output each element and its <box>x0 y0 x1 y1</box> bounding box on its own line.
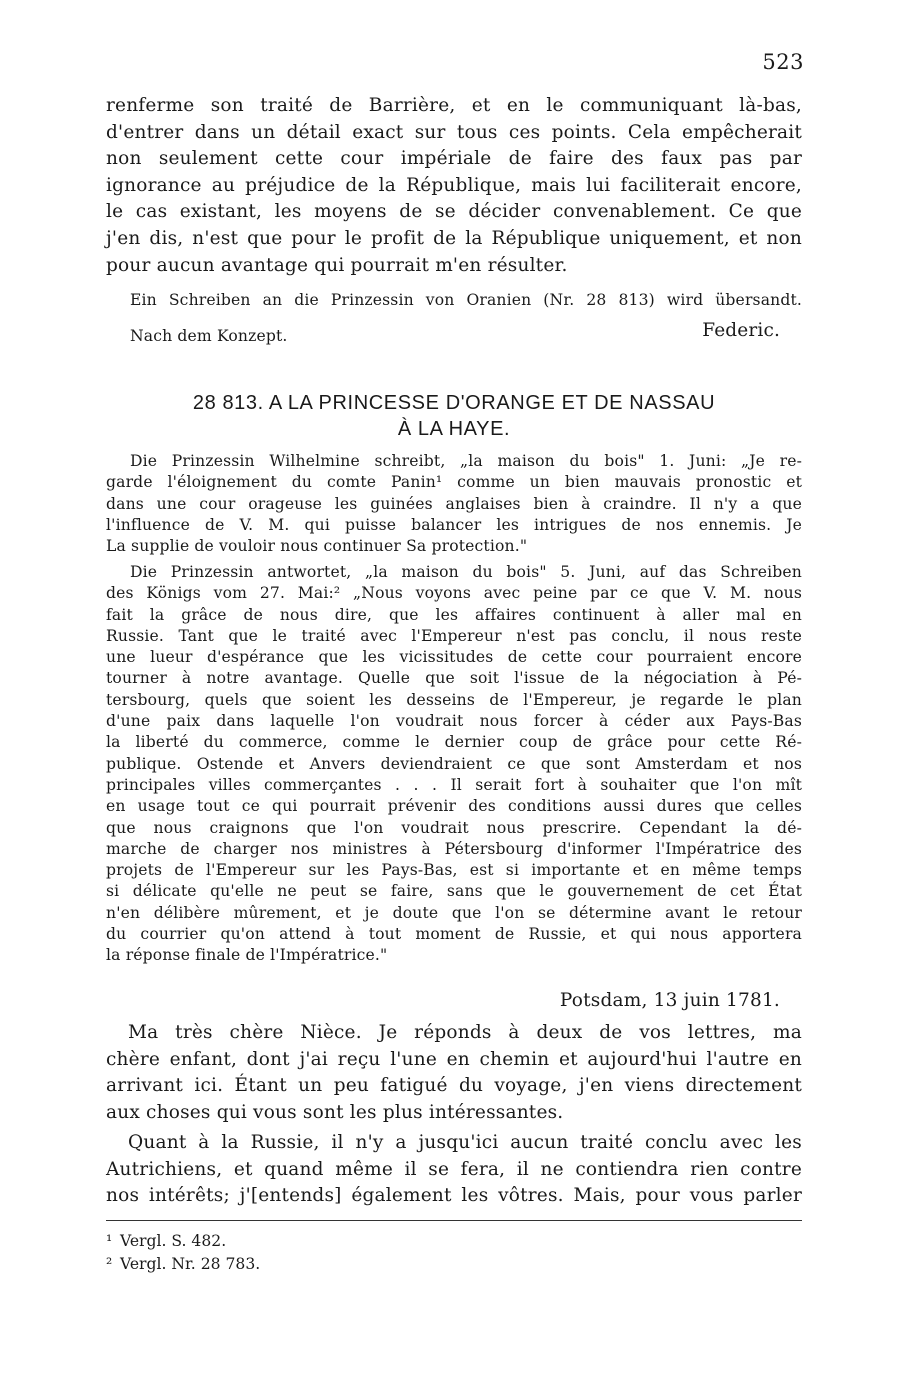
dateline: Potsdam, 13 juin 1781. <box>559 990 780 1011</box>
text-line: l'influence de V. M. qui puisse balancer les intrigues de nos ennemis. Je <box>106 515 802 534</box>
text-line: non seulement cette cour impériale de faire des faux pas par <box>106 148 802 170</box>
footnote-2 <box>106 1253 802 1276</box>
letter-paragraph-2 <box>106 1130 802 1210</box>
footnote-text: Vergl. Nr. 28 783. <box>120 1255 261 1273</box>
text-line: fait la grâce de nous dire, que les affaires continuent à aller mal en <box>106 605 802 624</box>
text-line: aux choses qui vous sont les plus intéressantes. <box>106 1101 564 1123</box>
footnote-mark: ¹ <box>106 1232 113 1250</box>
text-line: du courrier qu'on attend à tout moment de Russie, et qui nous apportera <box>106 925 802 944</box>
footnote-rule <box>106 1220 802 1221</box>
text-line: Quant à la Russie, il n'y a jusqu'ici aucun traité conclu avec les <box>128 1132 802 1153</box>
text-line: La supplie de vouloir nous continuer Sa protection." <box>106 537 528 556</box>
enclosure-note: Ein Schreiben an die Prinzessin von Oranien (Nr. 28 813) wird übersandt. <box>130 291 802 309</box>
text-line: une lueur d'espérance que les vicissitudes de cette cour pourraient encore <box>106 648 802 667</box>
footnote-text: Vergl. S. 482. <box>120 1232 227 1250</box>
commentary-paragraph-2 <box>106 562 802 967</box>
text-line: principales villes commerçantes . . . Il serait fort à souhaiter que l'on mît <box>106 775 802 794</box>
text-line: chère enfant, dont j'ai reçu l'une en chemin et aujourd'hui l'autre en <box>106 1048 802 1070</box>
text-line: d'une paix dans laquelle l'on voudrait nous forcer à céder aux Pays-Bas <box>106 712 802 731</box>
signature: Federic. <box>702 320 780 341</box>
text-line: dans une cour orageuse les guinées anglaises bien à craindre. Il n'y a que <box>106 494 802 513</box>
footnote-1 <box>106 1230 802 1253</box>
text-line: d'entrer dans un détail exact sur tous ces points. Cela empêcherait <box>106 121 802 143</box>
text-line: en usage tout ce qui pourrait prévenir des conditions aussi dures que celles <box>106 797 802 816</box>
text-line: renferme son traité de Barrière, et en le communiquant là-bas, <box>106 95 802 116</box>
heading-line: 28 813. A LA PRINCESSE D'ORANGE ET DE NASSAU <box>192 392 716 414</box>
text-line: ignorance au préjudice de la République, mais lui faciliterait encore, <box>106 174 802 196</box>
text-line: pour aucun avantage qui pourrait m'en résulter. <box>106 254 568 276</box>
footnotes <box>106 1230 802 1276</box>
text-line: que nous craignons que l'on voudrait nous prescrire. Cependant la dé- <box>106 818 802 837</box>
letter-paragraph-1 <box>106 1020 802 1126</box>
page-number: 523 <box>762 50 804 74</box>
commentary-paragraph-1 <box>106 451 802 557</box>
text-line: projets de l'Empereur sur les Pays-Bas, est si importante et en même temps <box>106 861 802 880</box>
text-line: n'en délibère mûrement, et je doute que l'on se détermine avant le retour <box>106 903 802 922</box>
text-line: Russie. Tant que le traité avec l'Empereur n'est pas conclu, il nous reste <box>106 626 802 645</box>
heading-line: À LA HAYE. <box>397 418 511 440</box>
text-line: Die Prinzessin antwortet, „la maison du bois" 5. Juni, auf das Schreiben <box>130 563 802 581</box>
text-line: Die Prinzessin Wilhelmine schreibt, „la maison du bois" 1. Juni: „Je re- <box>130 452 802 470</box>
footnote-mark: ² <box>106 1255 113 1273</box>
letter-heading <box>106 390 802 442</box>
text-line: tourner à notre avantage. Quelle que soit l'issue de la négociation à Pé- <box>106 669 802 688</box>
text-line: marche de charger nos ministres à Pétersbourg d'informer l'Impératrice des <box>106 839 802 858</box>
text-line: Ma très chère Nièce. Je réponds à deux de vos lettres, ma <box>128 1022 802 1043</box>
text-line: Autrichiens, et quand même il se fera, il ne contiendra rien contre <box>106 1158 802 1180</box>
text-line: la liberté du commerce, comme le dernier coup de grâce pour cette Ré- <box>106 733 802 752</box>
text-line: des Königs vom 27. Mai:² „Nous voyons avec peine par ce que V. M. nous <box>106 584 802 603</box>
text-line: si délicate qu'elle ne peut se faire, sans que le gouvernement de cet État <box>106 882 802 901</box>
text-line: arrivant ici. Étant un peu fatigué du voyage, j'en viens directement <box>106 1075 802 1097</box>
text-line: tersbourg, quels que soient les desseins de l'Empereur, je regarde le plan <box>106 690 802 709</box>
source-note: Nach dem Konzept. <box>130 327 288 345</box>
text-line: j'en dis, n'est que pour le profit de la République uniquement, et non <box>106 227 802 249</box>
text-line: publique. Ostende et Anvers deviendraient ce que sont Amsterdam et nos <box>106 754 802 773</box>
text-line: nos intérêts; j'[entends] également les vôtres. Mais, pour vous parler <box>106 1185 802 1207</box>
text-line: la réponse finale de l'Impératrice." <box>106 946 388 965</box>
text-line: garde l'éloignement du comte Panin¹ comme un bien mauvais pronostic et <box>106 473 802 492</box>
text-line: le cas existant, les moyens de se décider convenablement. Ce que <box>106 201 802 223</box>
top-paragraph <box>106 93 802 279</box>
